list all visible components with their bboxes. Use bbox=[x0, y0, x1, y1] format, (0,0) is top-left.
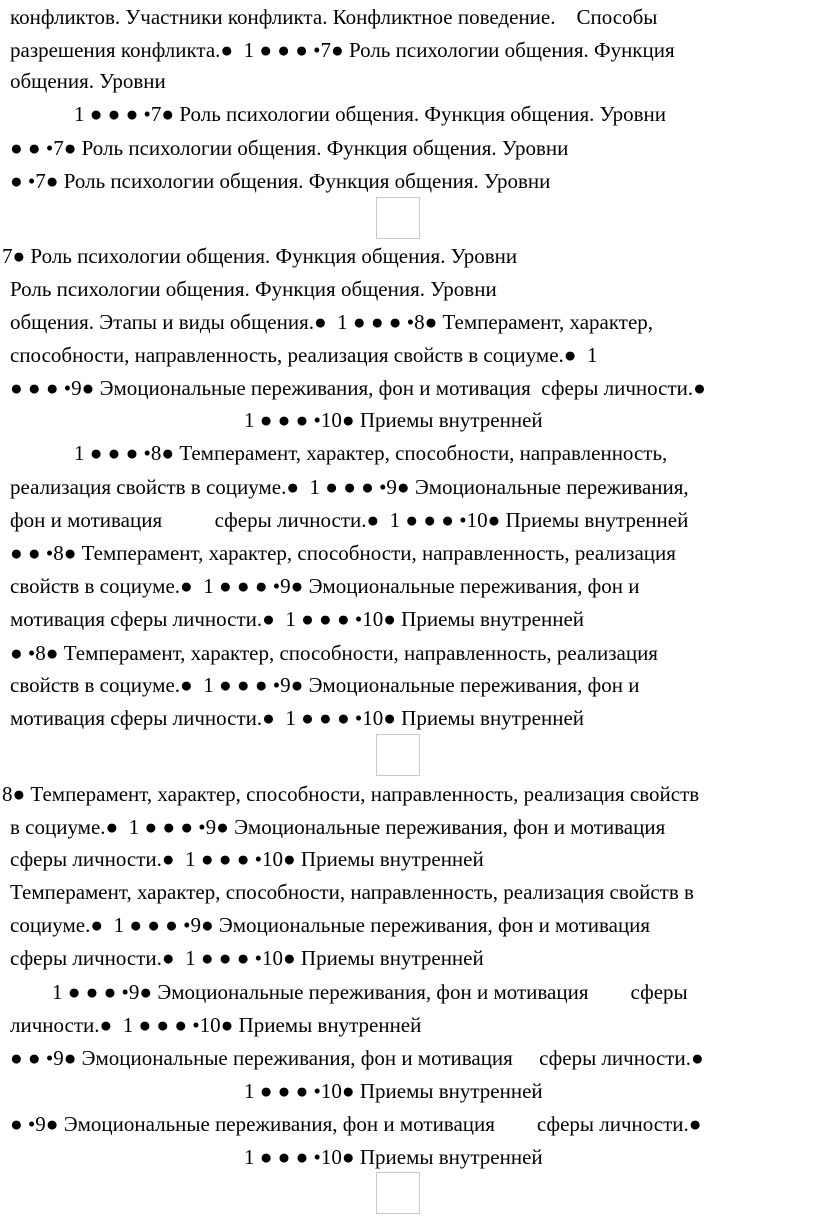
text-line: ● ● ● •9● Эмоциональные переживания, фон и мотивация сферы личности.● bbox=[10, 376, 706, 400]
text-line: ● ● •8● Темперамент, характер, способности, направленность, реализация bbox=[10, 541, 676, 565]
text-line: мотивация сферы личности.● 1 ● ● ● •10● Приемы внутренней bbox=[10, 607, 585, 631]
text-line: способности, направленность, реализация свойств в социуме.● 1 bbox=[10, 343, 598, 367]
text-line: конфликтов. Участники конфликта. Конфликтное поведение. Способы bbox=[10, 5, 658, 29]
text-line: в социуме.● 1 ● ● ● •9● Эмоциональные переживания, фон и мотивация bbox=[10, 815, 666, 839]
text-line: Роль психологии общения. Функция общения. Уровни bbox=[10, 277, 497, 301]
text-line: Темперамент, характер, способности, направленность, реализация свойств в bbox=[10, 880, 694, 904]
text-line: 8● Темперамент, характер, способности, направленность, реализация свойств bbox=[2, 782, 700, 806]
text-line: мотивация сферы личности.● 1 ● ● ● •10● Приемы внутренней bbox=[10, 706, 585, 730]
text-line: ● •8● Темперамент, характер, способности, направленность, реализация bbox=[10, 641, 658, 665]
text-line: 1 ● ● ● •10● Приемы внутренней bbox=[244, 1145, 543, 1169]
text-line: фон и мотивация сферы личности.● 1 ● ● ● •10● Приемы внутренней bbox=[10, 508, 689, 532]
text-line: личности.● 1 ● ● ● •10● Приемы внутренней bbox=[10, 1013, 422, 1037]
text-line: общения. Этапы и виды общения.● 1 ● ● ● •8● Темперамент, характер, bbox=[10, 310, 654, 334]
text-line: 1 ● ● ● •10● Приемы внутренней bbox=[244, 1079, 543, 1103]
text-line: 1 ● ● ● •8● Темперамент, характер, способности, направленность, bbox=[74, 441, 668, 465]
text-line: 1 ● ● ● •7● Роль психологии общения. Функция общения. Уровни bbox=[74, 102, 667, 126]
blank-box bbox=[376, 1172, 420, 1214]
text-line: ● ● •9● Эмоциональные переживания, фон и мотивация сферы личности.● bbox=[10, 1046, 704, 1070]
text-line: реализация свойств в социуме.● 1 ● ● ● •9● Эмоциональные переживания, bbox=[10, 475, 689, 499]
text-line: 1 ● ● ● •9● Эмоциональные переживания, фон и мотивация сферы bbox=[52, 980, 688, 1004]
text-line: 1 ● ● ● •10● Приемы внутренней bbox=[244, 408, 543, 432]
blank-box bbox=[376, 734, 420, 776]
text-line: 7● Роль психологии общения. Функция общения. Уровни bbox=[2, 244, 518, 268]
text-line: ● •9● Эмоциональные переживания, фон и мотивация сферы личности.● bbox=[10, 1112, 702, 1136]
text-line: свойств в социуме.● 1 ● ● ● •9● Эмоциональные переживания, фон и bbox=[10, 574, 640, 598]
text-line: ● ● •7● Роль психологии общения. Функция общения. Уровни bbox=[10, 136, 569, 160]
blank-box bbox=[376, 197, 420, 239]
text-line: разрешения конфликта.● 1 ● ● ● •7● Роль психологии общения. Функция bbox=[10, 38, 675, 62]
text-line: сферы личности.● 1 ● ● ● •10● Приемы внутренней bbox=[10, 946, 484, 970]
text-line: сферы личности.● 1 ● ● ● •10● Приемы внутренней bbox=[10, 847, 484, 871]
text-line: общения. Уровни bbox=[10, 69, 166, 93]
text-line: ● •7● Роль психологии общения. Функция общения. Уровни bbox=[10, 169, 551, 193]
text-line: свойств в социуме.● 1 ● ● ● •9● Эмоциональные переживания, фон и bbox=[10, 673, 640, 697]
text-line: социуме.● 1 ● ● ● •9● Эмоциональные переживания, фон и мотивация bbox=[10, 913, 651, 937]
